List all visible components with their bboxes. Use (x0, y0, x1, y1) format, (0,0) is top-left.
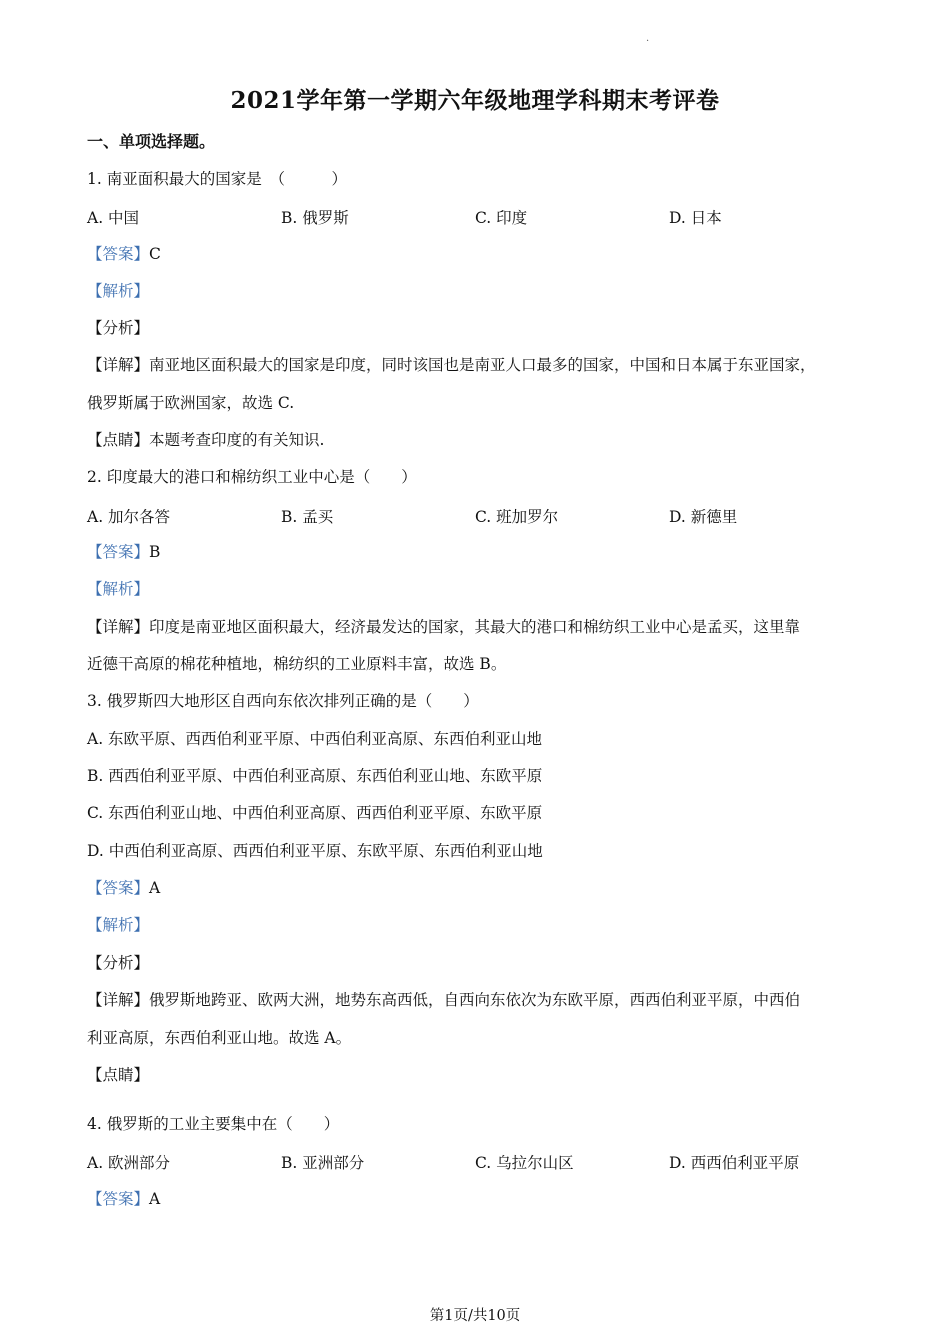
q1-option-a: A. 中国 (87, 209, 140, 227)
q2-analysis (87, 579, 149, 599)
q2-option-c: C. 班加罗尔 (475, 508, 559, 526)
comment-label: 【点睛】 (87, 431, 150, 449)
q1-options (87, 206, 887, 226)
answer-label: 【答案】 (87, 245, 150, 263)
q3-option-c: C. 东西伯利亚山地、中西伯利亚高原、西西伯利亚平原、东欧平原 (87, 804, 543, 822)
q4-answer (87, 1189, 160, 1209)
q1-detail-line-1 (87, 355, 816, 375)
scan-dot: · (646, 36, 650, 47)
q1-option-d: D. 日本 (669, 209, 722, 227)
q4-option-a: A. 欧洲部分 (87, 1154, 171, 1172)
q2-detail-line-2: 近德干高原的棉花种植地，棉纺织的工业原料丰富，故选 B。 (87, 655, 507, 673)
detail-label: 【详解】 (87, 618, 150, 636)
q4-stem: 4. 俄罗斯的工业主要集中在（ ） (87, 1115, 340, 1133)
q4-option-c: C. 乌拉尔山区 (475, 1154, 574, 1172)
q3-detail-line-2: 利亚高原，东西伯利亚山地。故选 A。 (87, 1029, 352, 1047)
q3-detail-line-1 (87, 990, 800, 1010)
q3-detail-text: 俄罗斯地跨亚、欧两大洲，地势东高西低，自西向东依次为东欧平原，西西伯利亚平原，中西伯 (149, 991, 801, 1009)
detail-label: 【详解】 (87, 991, 150, 1009)
q1-answer (87, 244, 161, 264)
q3-option-d: D. 中西伯利亚高原、西西伯利亚平原、东欧平原、东西伯利亚山地 (87, 842, 543, 860)
q3-comment (87, 1065, 149, 1085)
q2-answer (87, 542, 160, 562)
q1-detail-text: 南亚地区面积最大的国家是印度，同时该国也是南亚人口最多的国家，中国和日本属于东亚国家， (149, 356, 816, 374)
section-heading: 一、单项选择题。 (87, 132, 216, 151)
q1-option-c: C. 印度 (475, 209, 528, 227)
answer-label: 【答案】 (87, 1190, 150, 1208)
q3-answer-value: A (149, 879, 161, 897)
q1-option-b: B. 俄罗斯 (281, 209, 349, 227)
q2-option-d: D. 新德里 (669, 508, 738, 526)
comment-label: 【点睛】 (87, 1066, 150, 1084)
detail-label: 【详解】 (87, 356, 150, 374)
q2-options (87, 505, 887, 525)
q4-option-d: D. 西西伯利亚平原 (669, 1154, 800, 1172)
q2-option-b: B. 孟买 (281, 508, 334, 526)
answer-label: 【答案】 (87, 543, 150, 561)
analysis-label: 【解析】 (87, 580, 150, 598)
q4-option-b: B. 亚洲部分 (281, 1154, 365, 1172)
q2-stem: 2. 印度最大的港口和棉纺织工业中心是（ ） (87, 468, 417, 486)
q1-comment (87, 430, 324, 450)
q1-detail-line-2: 俄罗斯属于欧洲国家，故选 C. (87, 394, 295, 412)
q3-option-a: A. 东欧平原、西西伯利亚平原、中西伯利亚高原、东西伯利亚山地 (87, 730, 543, 748)
q1-stem: 1. 南亚面积最大的国家是 （ ） (87, 170, 347, 188)
q2-detail-line-1 (87, 617, 800, 637)
q1-analysis (87, 281, 149, 301)
analysis-label: 【解析】 (87, 916, 150, 934)
q2-answer-value: B (149, 543, 161, 561)
q3-stem: 3. 俄罗斯四大地形区自西向东依次排列正确的是（ ） (87, 692, 479, 710)
q1-answer-value: C (149, 245, 161, 263)
q3-fenxi (87, 953, 149, 973)
answer-label: 【答案】 (87, 879, 150, 897)
q2-option-a: A. 加尔各答 (87, 508, 171, 526)
page-title: 2021学年第一学期六年级地理学科期末考评卷 (230, 87, 720, 114)
q2-detail-text: 印度是南亚地区面积最大，经济最发达的国家，其最大的港口和棉纺织工业中心是孟买，这里靠 (149, 618, 801, 636)
q1-comment-text: 本题考查印度的有关知识. (149, 431, 325, 449)
fenxi-label: 【分析】 (87, 319, 150, 337)
q3-analysis (87, 915, 149, 935)
q4-options (87, 1151, 887, 1171)
page-footer: 第1页/共10页 (429, 1308, 521, 1324)
q1-fenxi (87, 318, 149, 338)
q3-option-b: B. 西西伯利亚平原、中西伯利亚高原、东西伯利亚山地、东欧平原 (87, 767, 543, 785)
analysis-label: 【解析】 (87, 282, 150, 300)
q3-answer (87, 878, 160, 898)
q4-answer-value: A (149, 1190, 161, 1208)
fenxi-label: 【分析】 (87, 954, 150, 972)
